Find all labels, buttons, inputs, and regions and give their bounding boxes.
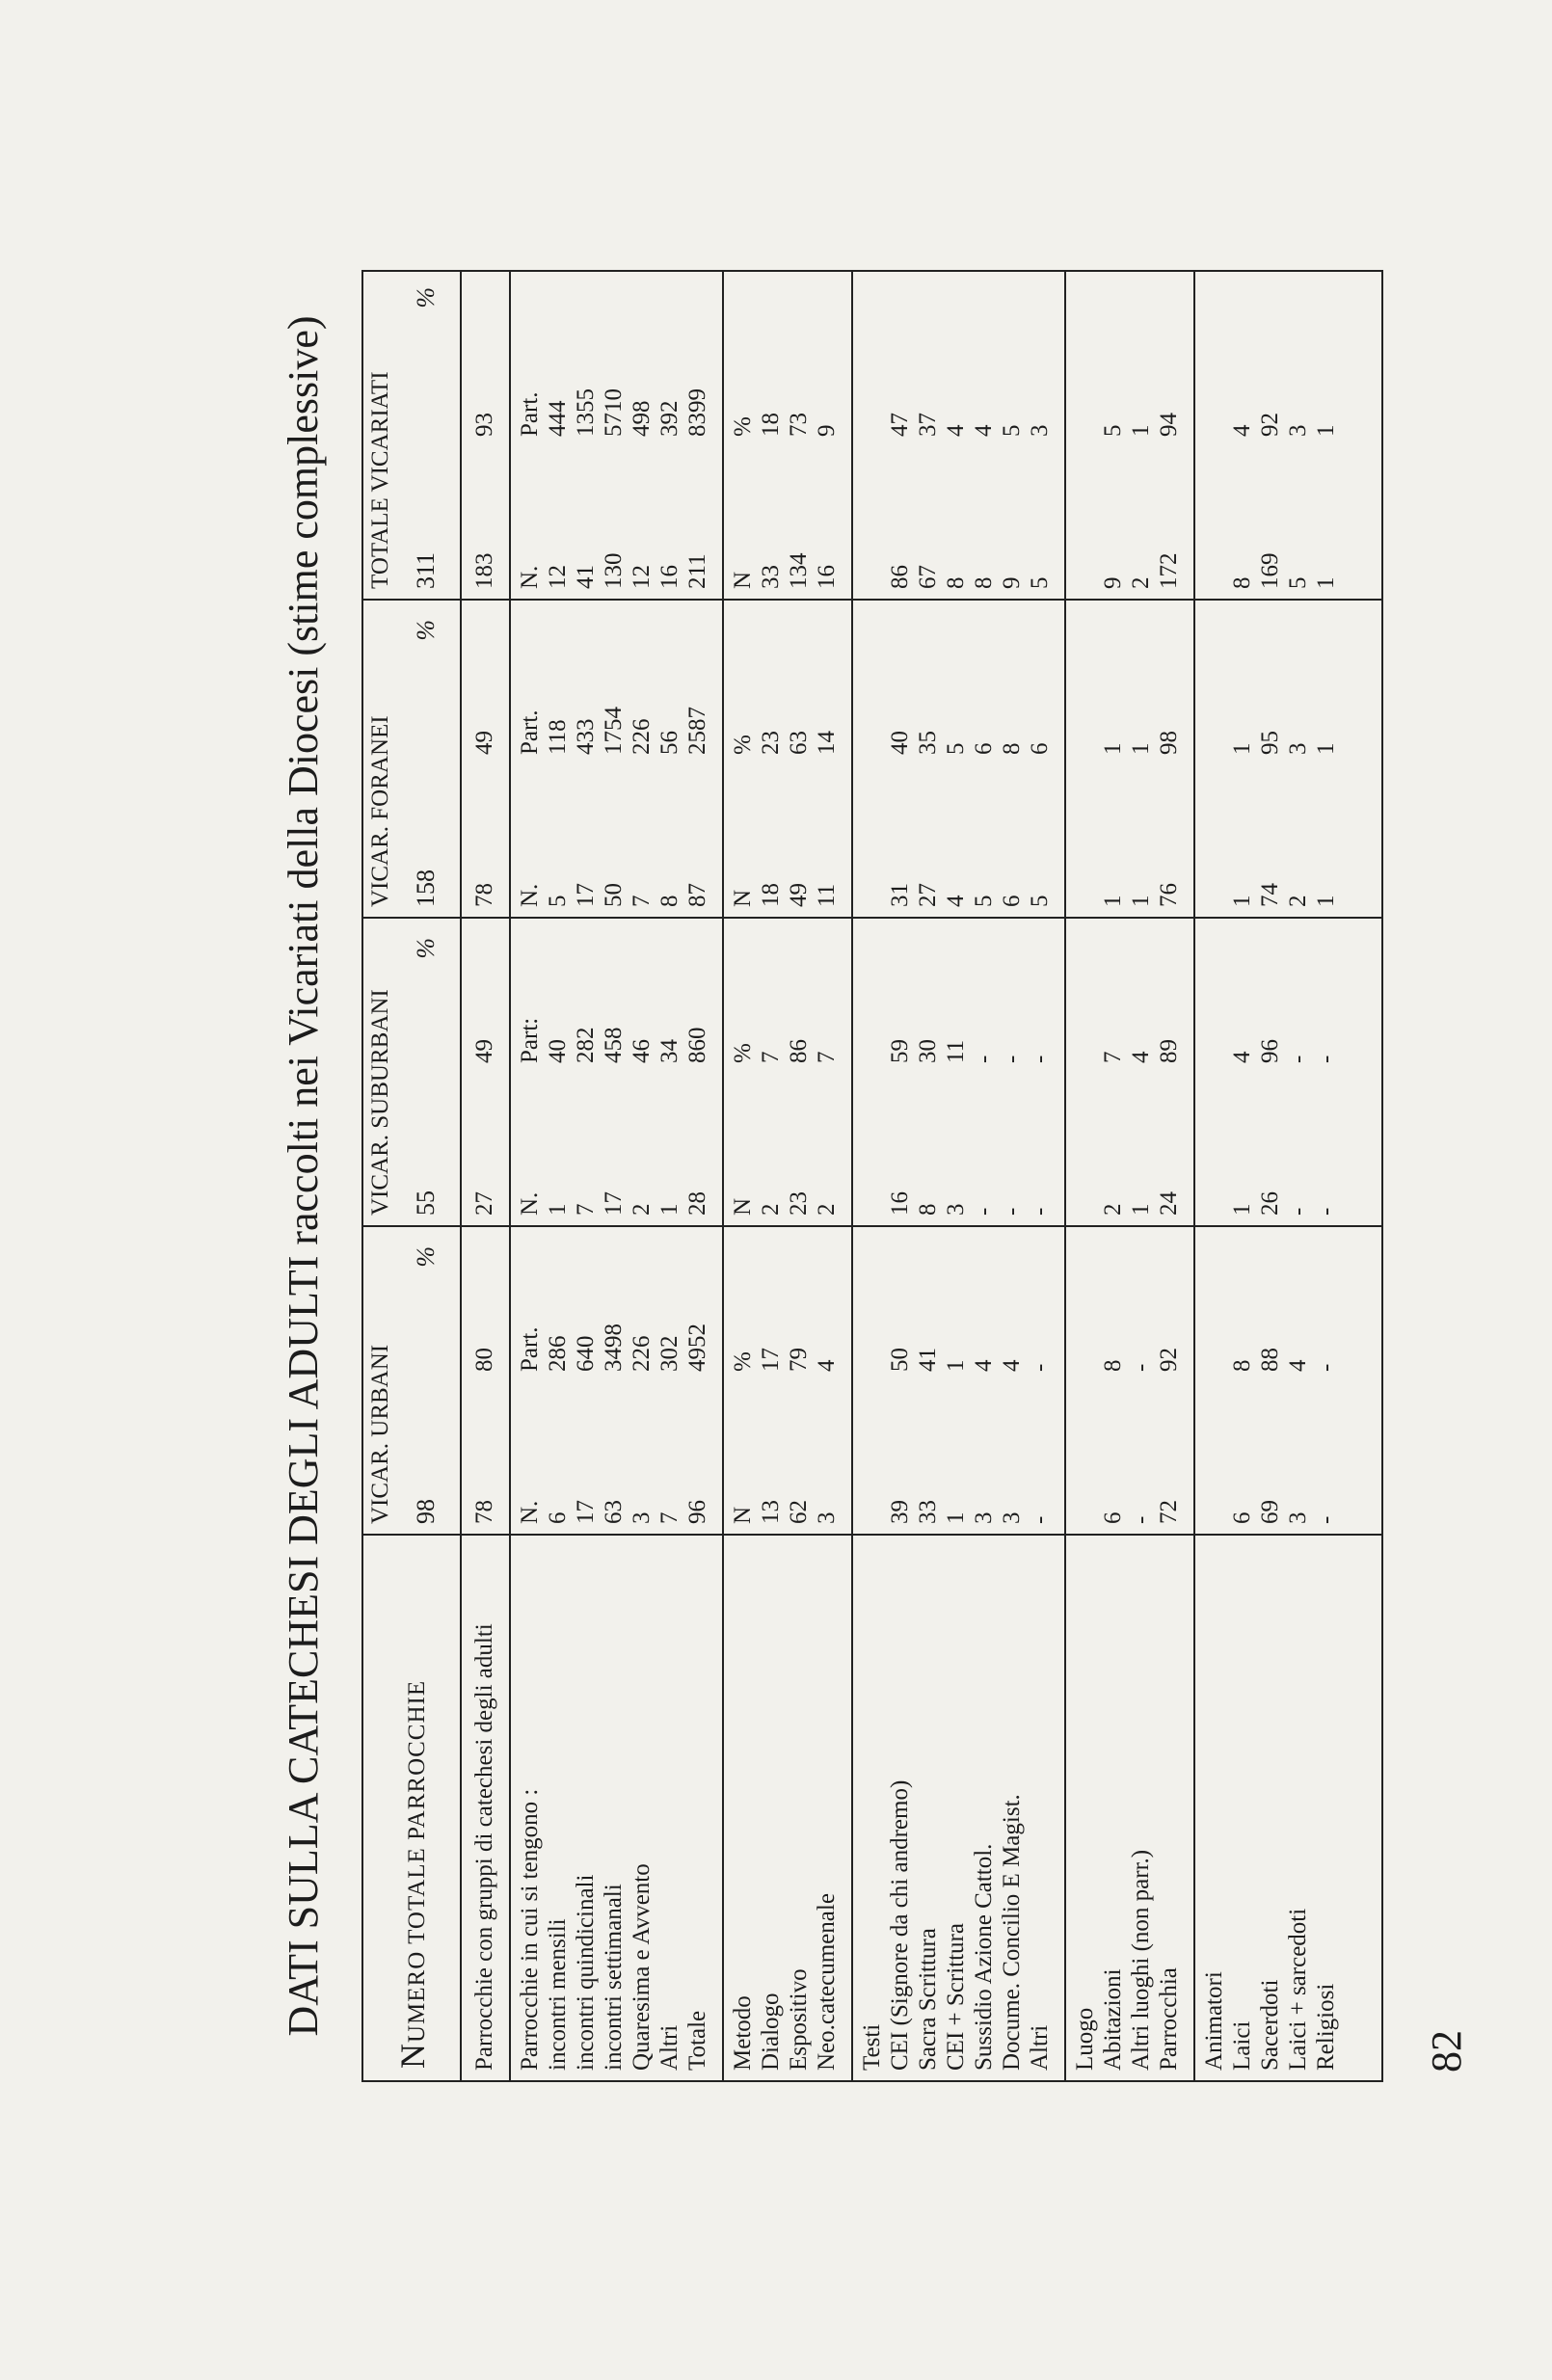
table-cell: 1355 — [573, 388, 599, 437]
table-cell: 4952 — [684, 1324, 710, 1372]
table-cell: 95 — [1257, 731, 1283, 755]
table-cell: 6 — [545, 1511, 571, 1524]
table-cell: 63 — [786, 731, 812, 755]
table-row — [887, 272, 914, 2080]
table-cell: 13 — [758, 1500, 784, 1524]
row-label: Sacerdoti — [1257, 1979, 1283, 2071]
table-cell: 1 — [1128, 895, 1154, 907]
table-cell: 7 — [629, 895, 655, 907]
table-cell: 34 — [656, 1039, 682, 1063]
table-cell: 12 — [629, 565, 655, 589]
table-cell: 35 — [915, 731, 941, 755]
table-row — [684, 272, 711, 2080]
table-cell: 47 — [887, 413, 913, 437]
table-cell: 78 — [471, 883, 497, 907]
table-row — [601, 272, 628, 2080]
table-cell: 30 — [915, 1039, 941, 1063]
table-cell: 7 — [758, 1051, 784, 1063]
table-cell: Part. — [517, 1326, 543, 1372]
table-cell: 28 — [684, 1191, 710, 1216]
table-row — [1257, 272, 1284, 2080]
table-cell: 172 — [1156, 552, 1182, 589]
table-cell: 41 — [915, 1348, 941, 1372]
table-cell: Part: — [517, 1017, 543, 1063]
table-cell: - — [1313, 1055, 1339, 1063]
table-cell: 63 — [601, 1500, 627, 1524]
table-cell: 92 — [1156, 1348, 1182, 1372]
table-row — [1201, 272, 1228, 2080]
table-cell: 4 — [943, 895, 969, 907]
table-cell: 17 — [758, 1348, 784, 1372]
table-cell: 88 — [1257, 1348, 1283, 1372]
table-cell: 5 — [943, 742, 969, 755]
table-cell: - — [1313, 1207, 1339, 1216]
table-cell: 79 — [786, 1348, 812, 1372]
table-cell: - — [1285, 1055, 1311, 1063]
table-cell: 12 — [545, 565, 571, 589]
table-cell: 498 — [629, 400, 655, 437]
table-cell: 8399 — [684, 388, 710, 437]
table-cell: 17 — [601, 1191, 627, 1216]
table-cell: 23 — [758, 731, 784, 755]
table-cell: 37 — [915, 413, 941, 437]
table-cell: 3 — [999, 1511, 1025, 1524]
table-cell: 17 — [573, 883, 599, 907]
row-label: Sussidio Azione Cattol. — [971, 1843, 997, 2071]
table-cell: % — [730, 1351, 756, 1372]
table-cell: 8 — [999, 742, 1025, 755]
table-row — [656, 272, 683, 2080]
table-cell: - — [1313, 1515, 1339, 1524]
column-pct: % — [412, 1246, 440, 1268]
table-row — [1027, 272, 1054, 2080]
table-cell: 41 — [573, 565, 599, 589]
table-cell: 6 — [1229, 1511, 1255, 1524]
table-cell: 5710 — [601, 388, 627, 437]
column-total: 311 — [412, 551, 440, 589]
table-cell: 3 — [1285, 742, 1311, 755]
table-cell: 8 — [971, 576, 997, 589]
table-row — [1128, 272, 1155, 2080]
table-cell: 5 — [1285, 576, 1311, 589]
table-cell: - — [1313, 1363, 1339, 1372]
table-cell: - — [999, 1207, 1025, 1216]
table-cell: 211 — [684, 553, 710, 589]
table-cell: 6 — [1027, 742, 1053, 755]
row-label: Espositivo — [786, 1968, 812, 2071]
table-row — [545, 272, 572, 2080]
row-label: CEI + Scrittura — [943, 1923, 969, 2071]
column-pct: % — [412, 938, 440, 959]
data-table — [361, 270, 1383, 2082]
table-cell: 1 — [1313, 742, 1339, 755]
table-cell: 9 — [814, 424, 840, 437]
column-name: VICAR. SUBURBANI — [367, 989, 393, 1216]
table-cell: 1754 — [601, 707, 627, 755]
table-cell: 169 — [1257, 552, 1283, 589]
table-cell: 134 — [786, 552, 812, 589]
table-cell: 93 — [471, 413, 497, 437]
row-label: Luogo — [1072, 2007, 1098, 2071]
table-row — [971, 272, 998, 2080]
table-cell: 62 — [786, 1500, 812, 1524]
table-cell: 4 — [1128, 1051, 1154, 1063]
table-row — [629, 272, 656, 2080]
column-total: 55 — [412, 1190, 440, 1216]
table-row — [1072, 272, 1099, 2080]
table-row — [517, 272, 544, 2080]
table-cell: 286 — [545, 1335, 571, 1372]
table-cell: 1 — [545, 1203, 571, 1216]
table-cell: 4 — [943, 424, 969, 437]
table-cell: 23 — [786, 1191, 812, 1216]
table-cell: 3 — [1285, 1511, 1311, 1524]
table-cell: 5 — [1027, 576, 1053, 589]
table-cell: 1 — [943, 1511, 969, 1524]
table-row — [471, 272, 498, 2080]
table-cell: 98 — [1156, 731, 1182, 755]
table-cell: 8 — [943, 576, 969, 589]
table-cell: N. — [517, 565, 543, 589]
table-cell: 9 — [999, 576, 1025, 589]
column-divider — [363, 1225, 1381, 1227]
table-cell: 7 — [573, 1203, 599, 1216]
row-label: Animatori — [1201, 1971, 1227, 2071]
table-cell: 1 — [1229, 742, 1255, 755]
table-cell: 3 — [1285, 424, 1311, 437]
table-cell: 118 — [545, 719, 571, 755]
table-cell: 8 — [915, 1203, 941, 1216]
section-divider — [509, 272, 511, 2080]
table-cell: 69 — [1257, 1500, 1283, 1524]
table-cell: 3 — [1027, 424, 1053, 437]
column-header — [363, 917, 460, 1227]
table-cell: 226 — [629, 718, 655, 755]
table-row — [1229, 272, 1256, 2080]
table-cell: Part. — [517, 709, 543, 755]
rotated-page: DATI SULLA CATECHESI DEGLI ADULTI raccolti nei Vicariati della Diocesi (stime complessive) NUMERO TOTALE PARROCCHIE VICAR. URBANI 98 % VICAR. SUBURBANI 55 % VICAR. FORANEI 158 % TOTALE VICARIATI 311 % Parrocchie con gruppi di catechesi degli adulti 78 80 27 49 78 49 183 93 Parrocchie in cui si tengono : N. Part. N. Part: N. Part. N. Part. incontri mensili 6 286 1 40 5 118 12 444 incontri quindicinali 17 640 7 282 17 433 41 1355 incontri settimanali 63 3498 17 458 50 1754 130 5710 Quaresima e Avvento 3 226 2 46 7 226 12 498 Altri 7 302 1 34 8 56 16 392 Totale 96 4952 28 860 87 2587 211 8399 Metodo N % N % N % N % Dialogo 13 17 2 7 18 23 33 18 Espositivo 62 79 23 86 49 63 134 73 Neo.catecumenale 3 4 2 7 11 14 16 9 Testi CEI (Signore da chi andremo) 39 50 16 59 31 40 86 47 Sacra Scrittura 33 41 8 30 27 35 67 37 CEI + Scrittura 1 1 3 11 4 5 8 4 Sussidio Azione Cattol. 3 4 - - 5 6 8 4 Docume. Concilio E Magist. 3 4 - - 6 8 9 5 Altri - - - - 5 6 5 3 Luogo Abitazioni 6 8 2 7 1 1 9 5 Altri luoghi (non parr.) - - 1 4 1 1 2 1 Parrocchia 72 92 24 89 76 98 172 94 Animatori Laici 6 8 1 4 1 1 8 4 Sacerdoti 69 88 26 96 74 95 169 92 Laici + sarcedoti 3 4 - - 2 3 5 3 Religiosi - - - - 1 1 1 1 82 — [265, 270, 1383, 2082]
table-cell: 3 — [629, 1511, 655, 1524]
table-cell: 1 — [1128, 1203, 1154, 1216]
row-label: Testi — [859, 2023, 885, 2071]
table-cell: 76 — [1156, 883, 1182, 907]
table-cell: % — [730, 1043, 756, 1063]
table-cell: - — [1027, 1515, 1053, 1524]
column-name: TOTALE VICARIATI — [367, 371, 393, 589]
table-cell: 8 — [1229, 576, 1255, 589]
row-label: Altri luoghi (non parr.) — [1128, 1849, 1154, 2071]
table-cell: 49 — [786, 883, 812, 907]
table-row — [1313, 272, 1340, 2080]
table-cell: 78 — [471, 1500, 497, 1524]
table-cell: 4 — [814, 1359, 840, 1372]
table-cell: 6 — [1100, 1511, 1126, 1524]
table-cell: 11 — [943, 1039, 969, 1063]
table-cell: - — [971, 1055, 997, 1063]
row-label: Neo.catecumenale — [814, 1893, 840, 2071]
table-cell: 74 — [1257, 883, 1283, 907]
table-cell: 96 — [1257, 1039, 1283, 1063]
section-divider — [1064, 272, 1066, 2080]
table-cell: 7 — [656, 1511, 682, 1524]
table-cell: Part. — [517, 391, 543, 437]
column-divider — [363, 1534, 1381, 1536]
table-cell: 5 — [545, 895, 571, 907]
table-cell: 1 — [1100, 742, 1126, 755]
table-cell: - — [1128, 1515, 1154, 1524]
table-cell: N — [730, 1506, 756, 1524]
table-cell: 2 — [1285, 895, 1311, 907]
row-label: Dialogo — [758, 1992, 784, 2071]
column-divider — [363, 917, 1381, 919]
table-cell: 50 — [887, 1348, 913, 1372]
row-label: Altri — [1027, 2024, 1053, 2071]
table-cell: - — [971, 1207, 997, 1216]
table-cell: 86 — [887, 565, 913, 589]
table-cell: 458 — [601, 1027, 627, 1063]
row-label: Laici — [1229, 2020, 1255, 2071]
row-label: Abitazioni — [1100, 1968, 1126, 2071]
row-label: incontri mensili — [545, 1918, 571, 2071]
table-cell: 96 — [684, 1500, 710, 1524]
table-cell: 5 — [1027, 895, 1053, 907]
table-cell: 444 — [545, 400, 571, 437]
column-header — [363, 270, 460, 601]
table-cell: 1 — [1100, 895, 1126, 907]
table-cell: 7 — [814, 1051, 840, 1063]
table-cell: - — [1285, 1207, 1311, 1216]
row-label: incontri quindicinali — [573, 1874, 599, 2071]
table-cell: 226 — [629, 1335, 655, 1372]
table-row — [1285, 272, 1312, 2080]
section-divider — [1193, 272, 1195, 2080]
table-cell: N. — [517, 1191, 543, 1216]
table-cell: 27 — [915, 883, 941, 907]
table-cell: 302 — [656, 1335, 682, 1372]
table-cell: 3 — [971, 1511, 997, 1524]
row-label: Sacra Scrittura — [915, 1928, 941, 2071]
column-total: 98 — [412, 1499, 440, 1524]
column-total: 158 — [412, 869, 440, 907]
table-cell: 1 — [1128, 742, 1154, 755]
table-cell: 5 — [1100, 424, 1126, 437]
table-cell: 31 — [887, 883, 913, 907]
table-cell: - — [1128, 1363, 1154, 1372]
table-cell: 9 — [1100, 576, 1126, 589]
table-row — [915, 272, 942, 2080]
table-cell: 33 — [915, 1500, 941, 1524]
table-row — [573, 272, 600, 2080]
table-cell: N. — [517, 883, 543, 907]
table-cell: 640 — [573, 1335, 599, 1372]
row-label: incontri settimanali — [601, 1884, 627, 2071]
table-cell: - — [1027, 1055, 1053, 1063]
table-cell: 1 — [1229, 895, 1255, 907]
table-cell: 282 — [573, 1027, 599, 1063]
table-cell: 27 — [471, 1191, 497, 1216]
table-cell: 1 — [1313, 424, 1339, 437]
table-cell: 18 — [758, 883, 784, 907]
table-cell: 86 — [786, 1039, 812, 1063]
column-name: VICAR. URBANI — [367, 1344, 393, 1524]
row-label: CEI (Signore da chi andremo) — [887, 1779, 913, 2071]
table-row — [999, 272, 1026, 2080]
table-cell: 8 — [1100, 1359, 1126, 1372]
row-label: Altri — [656, 2024, 682, 2071]
table-cell: 16 — [814, 565, 840, 589]
table-cell: % — [730, 416, 756, 437]
table-cell: 49 — [471, 731, 497, 755]
table-cell: 16 — [656, 565, 682, 589]
table-cell: 4 — [971, 1359, 997, 1372]
table-cell: - — [1027, 1363, 1053, 1372]
table-cell: 130 — [601, 552, 627, 589]
table-cell: N — [730, 571, 756, 589]
table-cell: 4 — [999, 1359, 1025, 1372]
table-cell: 40 — [887, 731, 913, 755]
table-cell: 26 — [1257, 1191, 1283, 1216]
table-row — [786, 272, 813, 2080]
table-cell: 2 — [758, 1203, 784, 1216]
section-divider — [851, 272, 853, 2080]
table-row — [730, 272, 757, 2080]
table-cell: 24 — [1156, 1191, 1182, 1216]
table-cell: 4 — [1229, 424, 1255, 437]
row-label: Totale — [684, 2010, 710, 2071]
table-cell: 2 — [1128, 576, 1154, 589]
table-cell: 59 — [887, 1039, 913, 1063]
table-cell: N — [730, 1197, 756, 1216]
table-row — [859, 272, 886, 2080]
table-cell: 87 — [684, 883, 710, 907]
table-cell: 40 — [545, 1039, 571, 1063]
column-pct: % — [412, 620, 440, 641]
table-cell: % — [730, 735, 756, 755]
table-cell: 72 — [1156, 1500, 1182, 1524]
table-cell: - — [1027, 1207, 1053, 1216]
table-cell: 1 — [1313, 576, 1339, 589]
table-cell: 89 — [1156, 1039, 1182, 1063]
row-header-label: NUMERO TOTALE PARROCCHIE — [393, 1679, 432, 2069]
row-label: Laici + sarcedoti — [1285, 1908, 1311, 2071]
column-pct: % — [412, 287, 440, 308]
table-cell: 7 — [1100, 1051, 1126, 1063]
table-cell: 8 — [1229, 1359, 1255, 1372]
table-cell: 6 — [971, 742, 997, 755]
table-cell: 16 — [887, 1191, 913, 1216]
table-cell: 17 — [573, 1500, 599, 1524]
table-cell: 860 — [684, 1027, 710, 1063]
table-cell: 4 — [1229, 1051, 1255, 1063]
table-row — [814, 272, 841, 2080]
table-cell: 1 — [1128, 424, 1154, 437]
table-cell: 1 — [943, 1359, 969, 1372]
table-cell: 392 — [656, 400, 682, 437]
table-cell: 49 — [471, 1039, 497, 1063]
section-divider — [722, 272, 724, 2080]
table-cell: 183 — [471, 552, 497, 589]
table-cell: N — [730, 889, 756, 907]
table-cell: 2 — [1100, 1203, 1126, 1216]
table-row — [1156, 272, 1183, 2080]
page-title: DATI SULLA CATECHESI DEGLI ADULTI raccolti nei Vicariati della Diocesi (stime complessive) — [280, 315, 327, 2037]
row-label: Docume. Concilio E Magist. — [999, 1794, 1025, 2071]
row-label: Parrocchie in cui si tengono : — [517, 1788, 543, 2071]
table-cell: 5 — [971, 895, 997, 907]
table-cell: 2 — [629, 1203, 655, 1216]
table-cell: 433 — [573, 718, 599, 755]
table-cell: 50 — [601, 883, 627, 907]
row-label: Religiosi — [1313, 1983, 1339, 2071]
table-cell: 67 — [915, 565, 941, 589]
table-cell: 3 — [814, 1511, 840, 1524]
row-label: Parrocchia — [1156, 1967, 1182, 2071]
table-cell: 4 — [1285, 1359, 1311, 1372]
table-cell: 3498 — [601, 1324, 627, 1372]
table-cell: 56 — [656, 731, 682, 755]
column-divider — [363, 599, 1381, 601]
table-cell: 18 — [758, 413, 784, 437]
row-label: Parrocchie con gruppi di catechesi degli adulti — [471, 1623, 497, 2071]
column-header — [363, 1225, 460, 1536]
table-cell: 3 — [943, 1203, 969, 1216]
table-cell: 4 — [971, 424, 997, 437]
table-row — [1100, 272, 1127, 2080]
table-cell: 94 — [1156, 413, 1182, 437]
table-cell: 1 — [1229, 1203, 1255, 1216]
column-name: VICAR. FORANEI — [367, 715, 393, 907]
row-label: Metodo — [730, 1995, 756, 2071]
table-cell: 14 — [814, 731, 840, 755]
table-cell: 2587 — [684, 707, 710, 755]
table-cell: 39 — [887, 1500, 913, 1524]
table-cell: 8 — [656, 895, 682, 907]
table-cell: 46 — [629, 1039, 655, 1063]
table-cell: - — [999, 1055, 1025, 1063]
row-label: Quaresima e Avvento — [629, 1863, 655, 2071]
table-cell: 5 — [999, 424, 1025, 437]
table-cell: 33 — [758, 565, 784, 589]
table-cell: 92 — [1257, 413, 1283, 437]
table-cell: 1 — [1313, 895, 1339, 907]
table-cell: 2 — [814, 1203, 840, 1216]
table-cell: 1 — [656, 1203, 682, 1216]
table-row — [943, 272, 970, 2080]
table-cell: 73 — [786, 413, 812, 437]
table-cell: 11 — [814, 883, 840, 907]
table-cell: N. — [517, 1500, 543, 1524]
table-cell: 80 — [471, 1348, 497, 1372]
table-row — [758, 272, 785, 2080]
table-cell: 6 — [999, 895, 1025, 907]
column-header — [363, 599, 460, 919]
